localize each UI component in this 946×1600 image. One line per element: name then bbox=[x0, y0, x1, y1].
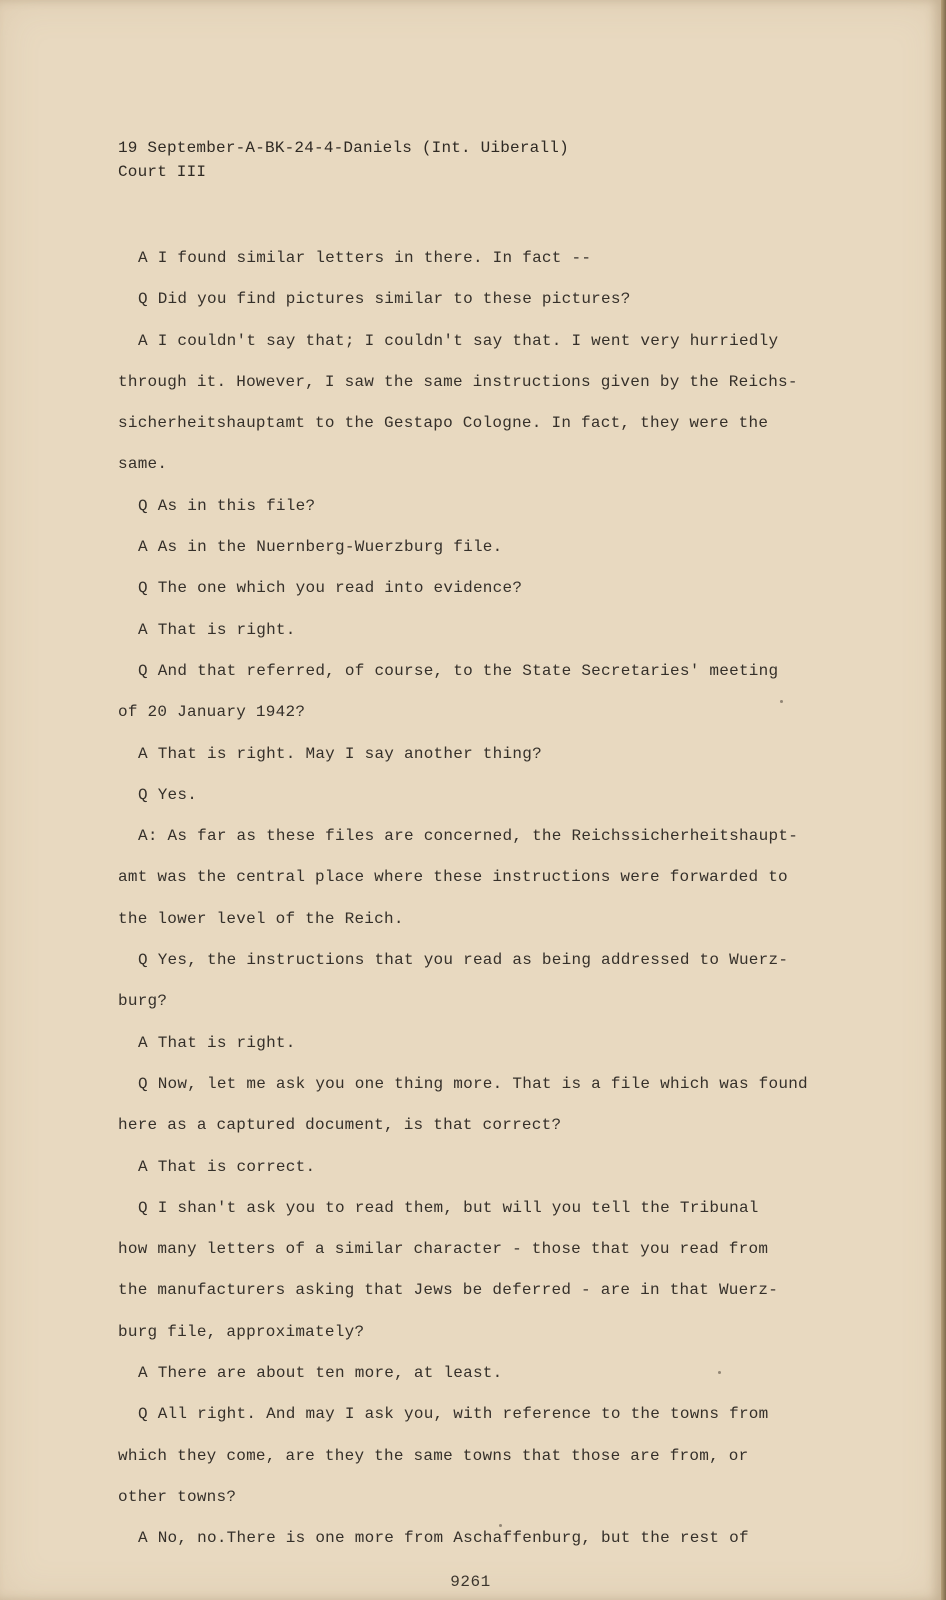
transcript-paragraph: Q And that referred, of course, to the State Secretaries' meeting of 20 January 1942? bbox=[118, 661, 779, 722]
page-edge bbox=[941, 0, 946, 1600]
transcript-paragraph: Q Now, let me ask you one thing more. That is a file which was found here as a captured document, is that correct? bbox=[118, 1074, 808, 1135]
transcript-paragraph: Q The one which you read into evidence? bbox=[138, 579, 523, 598]
transcript-paragraph: Q Yes. bbox=[138, 785, 198, 804]
transcript-paragraph: Q Did you find pictures similar to these pictures? bbox=[138, 290, 631, 309]
header-court-line: Court III bbox=[118, 163, 207, 181]
transcript-paragraph: Q I shan't ask you to read them, but will you tell the Tribunal how many letters of a similar character - those that you read from the manufacturers asking that Jews be deferred - are in that Wuerz- burg file, approximately? bbox=[118, 1198, 779, 1341]
transcript-body bbox=[118, 238, 858, 1560]
transcript-paragraph: A No, no.There is one more from Aschaffenburg, but the rest of bbox=[138, 1529, 749, 1548]
transcript-paragraph: A That is correct. bbox=[138, 1157, 316, 1176]
transcript-paragraph: A There are about ten more, at least. bbox=[138, 1364, 503, 1383]
ink-speck bbox=[499, 1524, 502, 1527]
transcript-paragraph: A: As far as these files are concerned, the Reichssicherheitshaupt- amt was the central place where these instructions were forwarded to the lower level of the Reich. bbox=[118, 827, 799, 928]
page-number: 9261 bbox=[450, 1573, 491, 1591]
transcript-paragraph: Q All right. And may I ask you, with reference to the towns from which they come, are they the same towns that those are from, or other towns? bbox=[118, 1405, 769, 1506]
transcript-paragraph: Q Yes, the instructions that you read as being addressed to Wuerz- burg? bbox=[118, 951, 789, 1011]
ink-speck bbox=[718, 1371, 721, 1374]
transcript-paragraph: A As in the Nuernberg-Wuerzburg file. bbox=[138, 538, 503, 557]
transcript-paragraph: A That is right. bbox=[138, 1033, 296, 1052]
header-session-line: 19 September-A-BK-24-4-Daniels (Int. Uiberall) bbox=[118, 139, 569, 157]
document-header bbox=[118, 136, 569, 184]
transcript-paragraph: A That is right. May I say another thing? bbox=[138, 744, 542, 763]
transcript-paragraph: A I couldn't say that; I couldn't say that. I went very hurriedly through it. However, I saw the same instructions given by the Reichs- sicherheitshauptamt to the Gestapo Cologne. In fact, they were the same. bbox=[118, 331, 798, 474]
transcript-paragraph: Q As in this file? bbox=[138, 496, 316, 515]
transcript-paragraph: A That is right. bbox=[138, 620, 296, 639]
ink-speck bbox=[780, 700, 783, 703]
transcript-paragraph: A I found similar letters in there. In fact -- bbox=[138, 249, 592, 267]
